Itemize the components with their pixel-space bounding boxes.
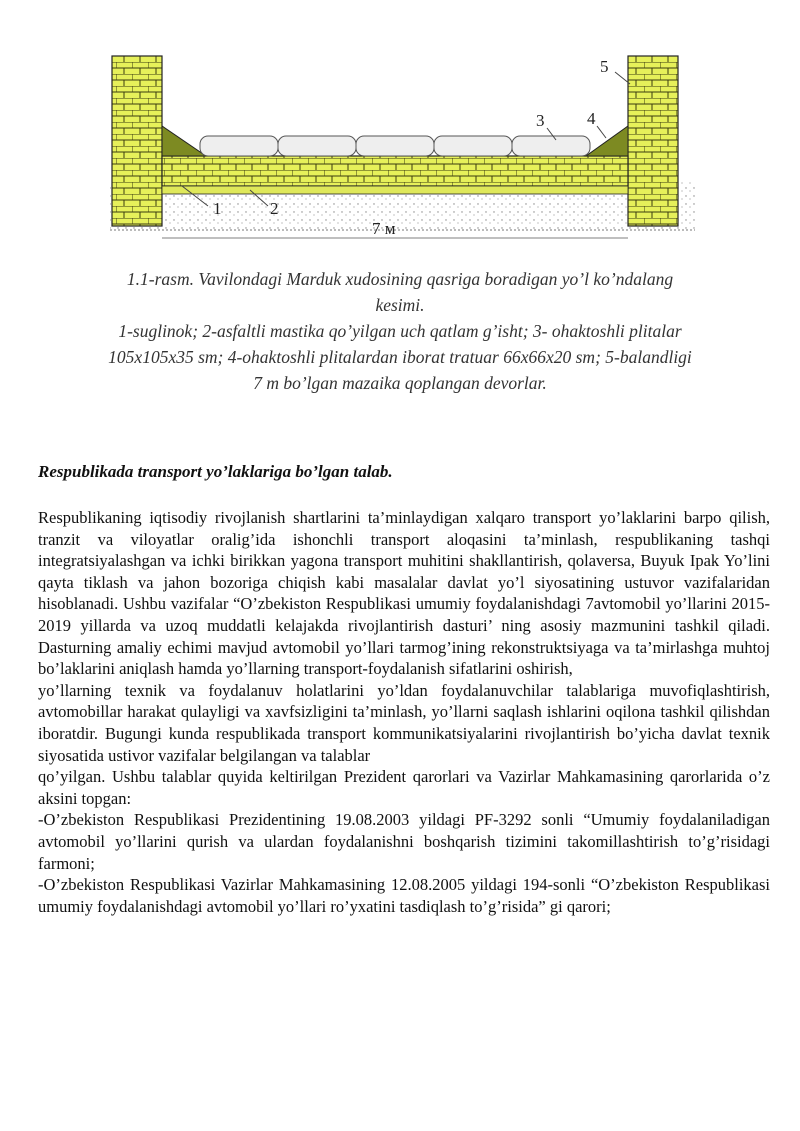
caption-line: 1-suglinok; 2-asfaltli mastika qo’yilgan uch qatlam g’isht; 3- ohaktoshli plitalar (118, 321, 682, 341)
paragraph: -O’zbekiston Respublikasi Prezidentining 19.08.2003 yildagi PF-3292 sonli “Umumiy foydalaniladigan avtomobil yo’llarini qurish va ulardan foydalanishni boshqarish tizimini takomillashtirish to’g’risidagi farmoni; (38, 810, 770, 873)
label-3: 3 (536, 111, 545, 130)
caption-line: kesimi. (375, 295, 425, 315)
left-sidewalk (162, 126, 206, 156)
paragraph: -O’zbekiston Respublikasi Vazirlar Mahkamasining 12.08.2005 yildagi 194-sonli “O’zbekiston Respublikasi umumiy foydalanishdagi avtomobil yo’llari ro’yxatini tasdiqlash to’g’risida” gi qarori; (38, 875, 770, 916)
paragraph: yo’llarning texnik va foydalanuv holatlarini yo’ldan foydalanuvchilar talablariga muvofiqlashtirish, avtomobillar harakat qulayligi va xavfsizligini ta’minlash, yo’llarni saqlash ishlarini oqilona tashkil qilishdan iboratdir. Bugungi kunda respublikada transport kommunikatsiyalarini rivojlantirish bo’yicha davlat texnik siyosatida ustivor vazifalar belgilangan va talablar (38, 680, 770, 765)
brick-base-layer (162, 156, 628, 186)
caption-line: 105x105x35 sm; 4-ohaktoshli plitalardan iborat tratuar 66x66x20 sm; 5-balandligi (108, 347, 692, 367)
road-cross-section-figure (100, 50, 700, 250)
asphalt-mastic-layer (162, 186, 628, 194)
label-2: 2 (270, 199, 279, 218)
left-wall (112, 56, 162, 226)
limestone-slabs (200, 136, 590, 156)
label-1: 1 (213, 199, 222, 218)
right-wall (628, 56, 678, 226)
caption-line: 1.1-rasm. Vavilondagi Marduk xudosining qasriga boradigan yo’l ko’ndalang (126, 269, 674, 289)
body-text (38, 507, 770, 917)
right-sidewalk (586, 126, 628, 156)
caption-line: 7 m bo’lgan mazaika qoplangan devorlar. (253, 373, 547, 393)
width-label: 7 м (372, 219, 396, 238)
paragraph: qo’yilgan. Ushbu talablar quyida keltirilgan Prezident qarorlari va Vazirlar Mahkamasining qarorlarida o’z aksini topgan: (38, 767, 770, 808)
label-4: 4 (587, 109, 596, 128)
cross-section-drawing (100, 50, 700, 250)
label-5: 5 (600, 57, 609, 76)
figure-caption (40, 266, 760, 396)
paragraph: Respublikaning iqtisodiy rivojlanish shartlarini ta’minlaydigan xalqaro transport yo’laklarini barpo qilish, tranzit va viloyatlar oralig’ida ishonchli transport aloqasini ta’minlash, respublikaning tashqi integratsiyalashgan va ichki birikkan yagona transport muhitini shakllantirish, qolaversa, Buyuk Ipak Yo’lini qayta tiklash va jahon bozoriga chiqish kabi masalalar davlat yo’l siyosatining ustuvor vazifalaridan hisoblanadi. Ushbu vazifalar “O’zbekiston Respublikasi umumiy foydalanishdagi 7avtomobil yo’llarini 2015-2019 yillarda va uzoq muddatli kelajakda rivojlantirish dasturi’ ning asosiy mazmunini tashkil qiladi. Dasturning amaliy echimi mavjud avtomobil yo’llari tarmog’ining rekonstruktsiyaga va ta’mirlashga muhtoj bo’laklarini aniqlash hamda yo’llarning transport-foydalanish sifatlarini oshirish, (38, 508, 770, 679)
section-heading: Respublikada transport yo’laklariga bo’lgan talab. (38, 462, 393, 481)
